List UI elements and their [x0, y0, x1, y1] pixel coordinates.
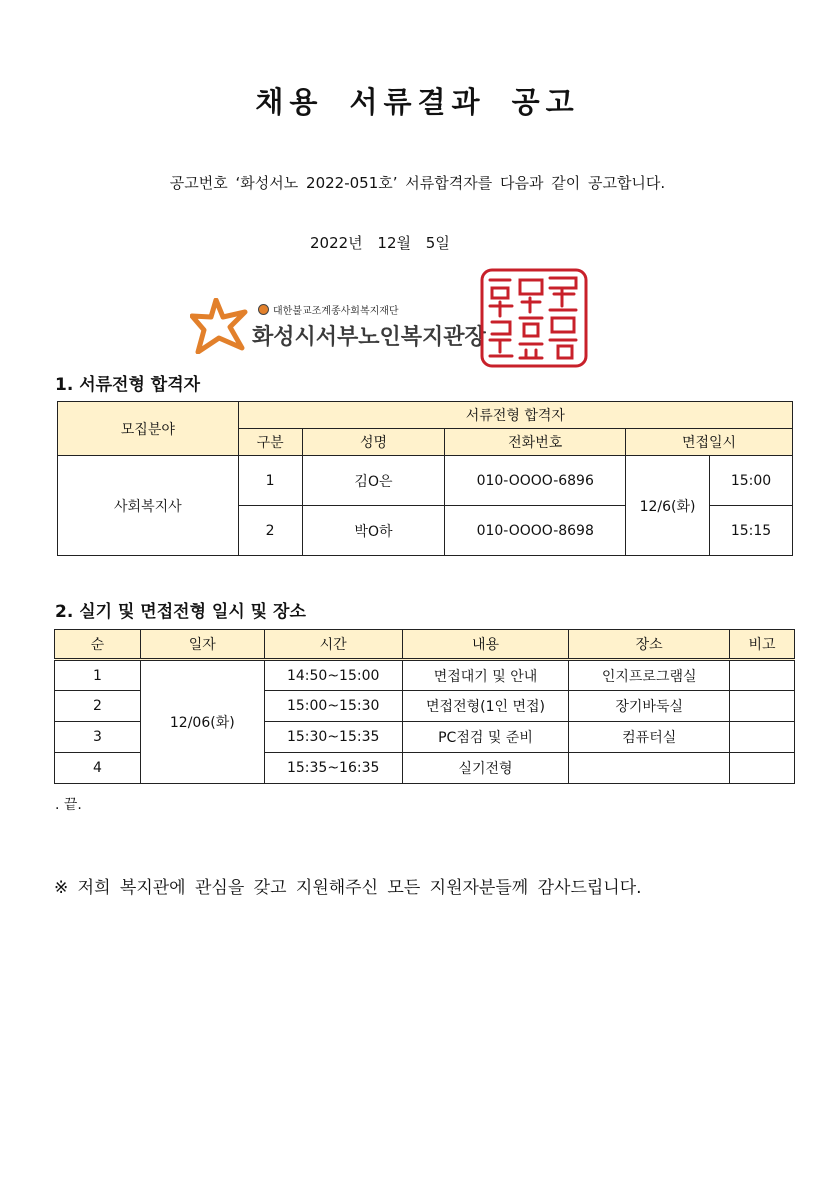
cell-note [730, 722, 795, 753]
section1-heading: 1. 서류전형 합격자 [55, 375, 201, 395]
logo-name: 화성시서부노인복지관장 [252, 325, 486, 350]
cell-order: 2 [55, 691, 141, 722]
header-group: 서류전형 합격자 [238, 402, 792, 429]
header-date: 일자 [140, 630, 264, 660]
cell-time: 14:50~15:00 [264, 660, 402, 691]
header-interview: 면접일시 [626, 429, 793, 456]
thanks-note: ※ 저희 복지관에 관심을 갖고 지원해주신 모든 지원자분들께 감사드립니다. [54, 878, 642, 898]
organization-logo [190, 296, 486, 356]
cell-time: 15:30~15:35 [264, 722, 402, 753]
dharma-wheel-icon [258, 304, 269, 315]
header-no: 구분 [238, 429, 302, 456]
cell-time: 15:00~15:30 [264, 691, 402, 722]
cell-name: 박O하 [302, 506, 445, 556]
header-field: 모집분야 [58, 402, 239, 456]
header-name: 성명 [302, 429, 445, 456]
cell-no: 2 [238, 506, 302, 556]
cell-place [569, 753, 730, 784]
official-seal-stamp [478, 266, 590, 370]
document-pass-table [57, 401, 793, 556]
cell-time: 15:00 [710, 456, 793, 506]
header-phone: 전화번호 [445, 429, 626, 456]
announcement-date: 2022년 12월 5일 [310, 234, 450, 252]
interview-date: 12/6(화) [626, 456, 710, 556]
cell-order: 3 [55, 722, 141, 753]
logo-organization-line: 대한불교조계종사회복지재단 [258, 302, 399, 317]
section2-heading: 2. 실기 및 면접전형 일시 및 장소 [55, 602, 306, 622]
header-note: 비고 [730, 630, 795, 660]
cell-phone: 010-OOOO-8698 [445, 506, 626, 556]
header-place: 장소 [569, 630, 730, 660]
header-order: 순 [55, 630, 141, 660]
schedule-date: 12/06(화) [140, 660, 264, 784]
table-row [58, 456, 793, 506]
cell-name: 김O은 [302, 456, 445, 506]
announcement-intro: 공고번호 ‘화성서노 2022-051호’ 서류합격자를 다음과 같이 공고합니다. [169, 174, 666, 192]
header-time: 시간 [264, 630, 402, 660]
cell-no: 1 [238, 456, 302, 506]
end-mark: . 끝. [55, 797, 82, 813]
star-logo-icon [190, 298, 248, 354]
cell-place: 장기바둑실 [569, 691, 730, 722]
cell-content: 면접대기 및 안내 [402, 660, 569, 691]
cell-phone: 010-OOOO-6896 [445, 456, 626, 506]
cell-place: 인지프로그램실 [569, 660, 730, 691]
cell-place: 컴퓨터실 [569, 722, 730, 753]
page-title: 채용 서류결과 공고 [255, 85, 580, 119]
header-content: 내용 [402, 630, 569, 660]
cell-content: 면접전형(1인 면접) [402, 691, 569, 722]
table-row [55, 660, 795, 691]
schedule-table [54, 629, 795, 784]
cell-note [730, 753, 795, 784]
cell-time: 15:35~16:35 [264, 753, 402, 784]
cell-content: PC점검 및 준비 [402, 722, 569, 753]
cell-content: 실기전형 [402, 753, 569, 784]
cell-order: 4 [55, 753, 141, 784]
cell-order: 1 [55, 660, 141, 691]
cell-time: 15:15 [710, 506, 793, 556]
cell-note [730, 660, 795, 691]
field-value: 사회복지사 [58, 456, 239, 556]
cell-note [730, 691, 795, 722]
